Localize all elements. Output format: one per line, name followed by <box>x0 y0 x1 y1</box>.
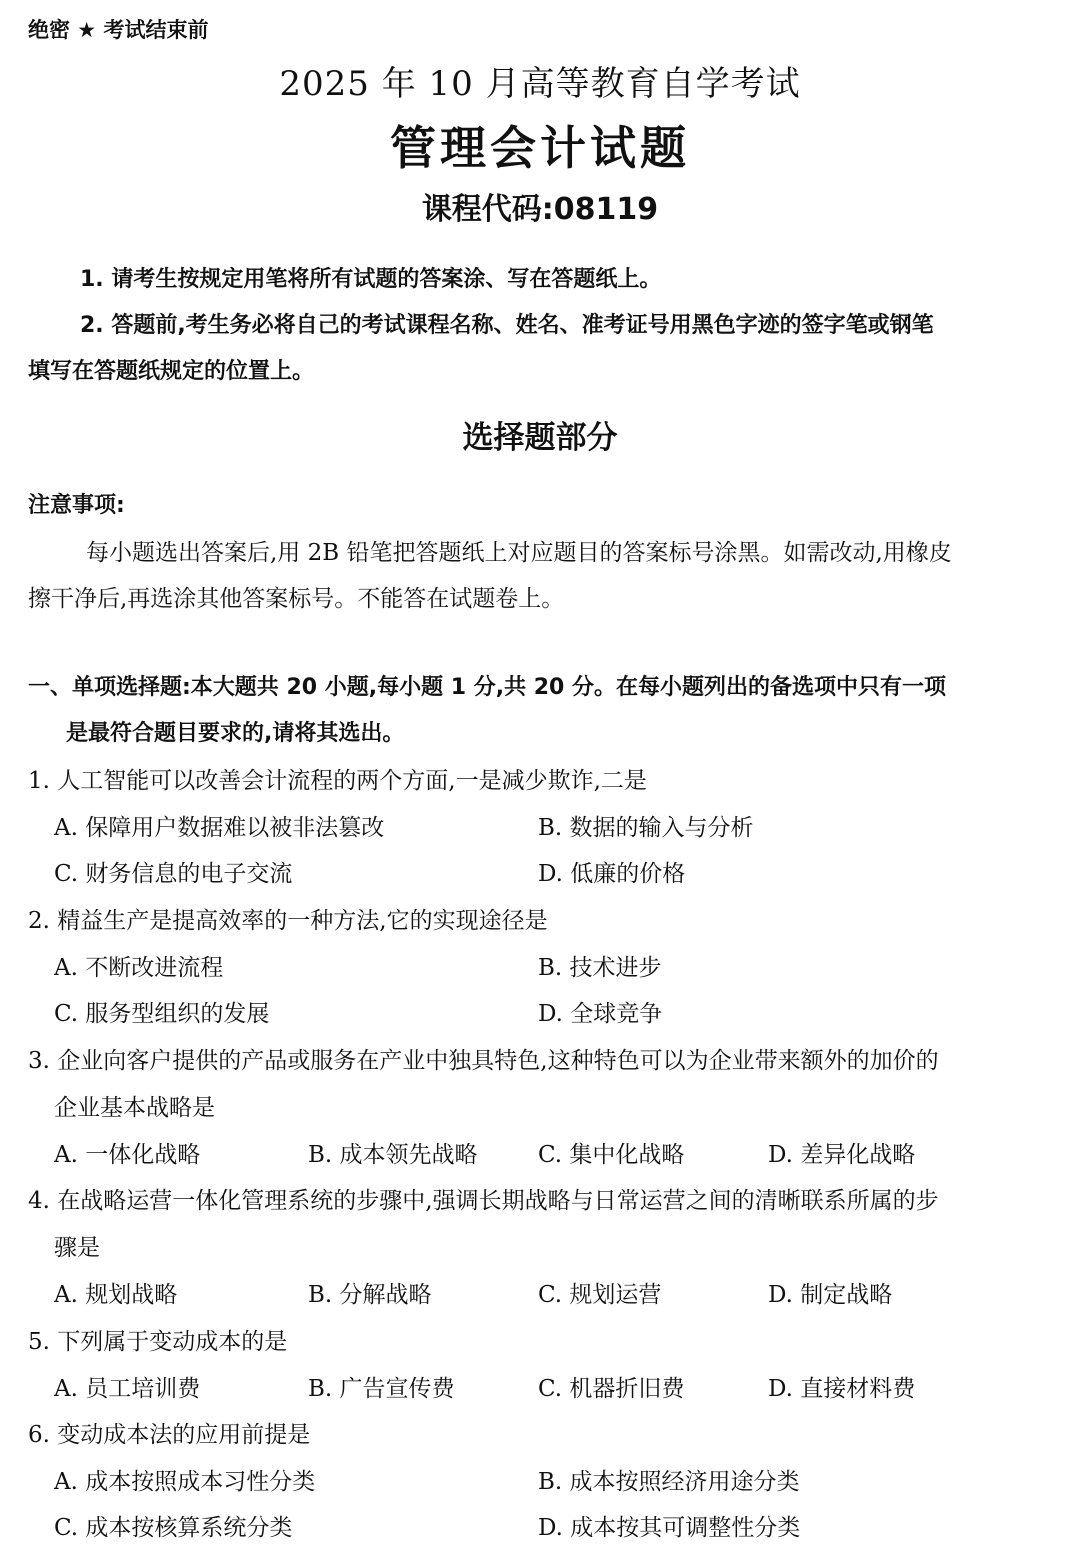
question-6-option-b: B. 成本按照经济用途分类 <box>538 1469 800 1495</box>
question-4-option-d: D. 制定战略 <box>768 1282 893 1308</box>
notice-line-2: 擦干净后,再选涂其他答案标号。不能答在试题卷上。 <box>28 586 565 612</box>
section-title-line1: 一、单项选择题:本大题共 20 小题,每小题 1 分,共 20 分。在每小题列出的备选项中只有一项 <box>28 675 947 700</box>
question-1-option-d: D. 低廉的价格 <box>538 861 686 887</box>
question-3-option-c: C. 集中化战略 <box>538 1142 685 1168</box>
part-heading: 选择题部分 <box>462 420 618 456</box>
instruction-2-line1: 2. 答题前,考生务必将自己的考试课程名称、姓名、准考证号用黑色字迹的签字笔或钢笔 <box>80 313 934 338</box>
question-3-stem: 3. 企业向客户提供的产品或服务在产业中独具特色,这种特色可以为企业带来额外的加价的 <box>28 1048 939 1074</box>
question-4-option-c: C. 规划运营 <box>538 1282 662 1308</box>
confidential-mark: 绝密 ★ 考试结束前 <box>28 18 209 42</box>
notice-line-1: 每小题选出答案后,用 2B 铅笔把答题纸上对应题目的答案标号涂黑。如需改动,用橡皮 <box>86 540 952 566</box>
question-2-option-b: B. 技术进步 <box>538 955 662 981</box>
question-1-option-b: B. 数据的输入与分析 <box>538 815 754 841</box>
question-6-option-a: A. 成本按照成本习性分类 <box>54 1469 316 1495</box>
question-5-option-a: A. 员工培训费 <box>54 1376 201 1402</box>
question-3-option-a: A. 一体化战略 <box>54 1142 201 1168</box>
question-3-stem-continued: 企业基本战略是 <box>54 1095 215 1121</box>
section-title-line2: 是最符合题目要求的,请将其选出。 <box>66 721 405 746</box>
question-3-option-d: D. 差异化战略 <box>768 1142 916 1168</box>
question-4-option-b: B. 分解战略 <box>308 1282 432 1308</box>
question-1-stem: 1. 人工智能可以改善会计流程的两个方面,一是减少欺诈,二是 <box>28 768 647 794</box>
instruction-2-line2: 填写在答题纸规定的位置上。 <box>28 359 315 384</box>
subject-title: 管理会计试题 <box>390 121 690 175</box>
question-5-stem: 5. 下列属于变动成本的是 <box>28 1329 288 1355</box>
notice-label: 注意事项: <box>28 493 125 518</box>
question-6-stem: 6. 变动成本法的应用前提是 <box>28 1422 311 1448</box>
question-1-option-a: A. 保障用户数据难以被非法篡改 <box>54 815 385 841</box>
question-2-option-c: C. 服务型组织的发展 <box>54 1001 270 1027</box>
question-5-option-c: C. 机器折旧费 <box>538 1376 685 1402</box>
question-2-option-a: A. 不断改进流程 <box>54 955 224 981</box>
question-1-option-c: C. 财务信息的电子交流 <box>54 861 293 887</box>
question-5-option-b: B. 广告宣传费 <box>308 1376 455 1402</box>
question-3-option-b: B. 成本领先战略 <box>308 1142 478 1168</box>
exam-title: 2025 年 10 月高等教育自学考试 <box>279 64 801 104</box>
question-6-option-c: C. 成本按核算系统分类 <box>54 1515 293 1541</box>
question-2-option-d: D. 全球竞争 <box>538 1001 663 1027</box>
question-2-stem: 2. 精益生产是提高效率的一种方法,它的实现途径是 <box>28 908 548 934</box>
course-code: 课程代码:08119 <box>421 192 659 227</box>
instruction-1: 1. 请考生按规定用笔将所有试题的答案涂、写在答题纸上。 <box>80 267 662 292</box>
question-5-option-d: D. 直接材料费 <box>768 1376 916 1402</box>
question-6-option-d: D. 成本按其可调整性分类 <box>538 1515 801 1541</box>
question-4-stem-continued: 骤是 <box>54 1235 100 1261</box>
question-4-stem: 4. 在战略运营一体化管理系统的步骤中,强调长期战略与日常运营之间的清晰联系所属的步 <box>28 1188 939 1214</box>
question-4-option-a: A. 规划战略 <box>54 1282 178 1308</box>
